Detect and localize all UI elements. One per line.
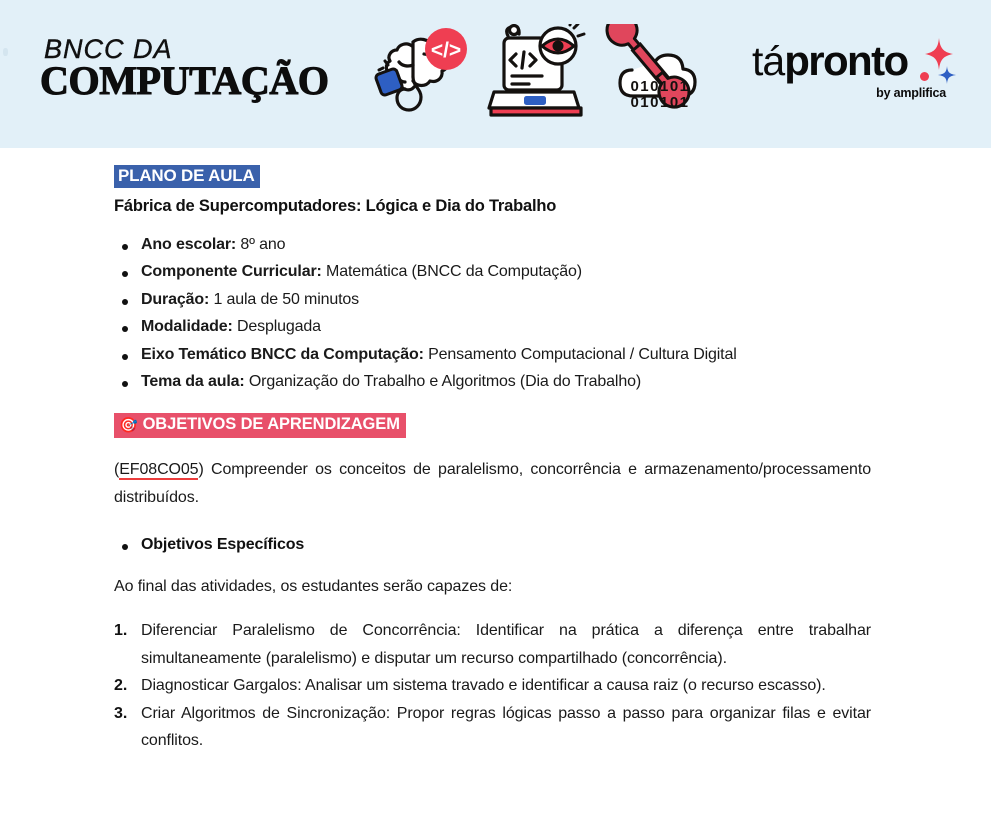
objetivos-badge-row (114, 413, 871, 438)
list-item (114, 263, 871, 281)
meta-value: Pensamento Computacional / Cultura Digital (423, 345, 737, 363)
sparkle-small-icon (938, 66, 956, 84)
binary-line-2: 010101 (630, 94, 690, 111)
meta-label: Ano escolar: (141, 235, 237, 253)
plano-de-aula-badge: PLANO DE AULA (114, 165, 260, 188)
objetivos-numbered-list (114, 617, 871, 755)
ta-pronto-tagline (876, 86, 946, 100)
skill-paren-close: ) (198, 461, 204, 479)
ta-pronto-word-light: tá (752, 38, 785, 84)
meta-label: Eixo Temático BNCC da Computação: (141, 345, 424, 363)
laptop-eye-icon (486, 24, 586, 125)
lesson-title: Fábrica de Supercomputadores: Lógica e Dia do Trabalho (114, 196, 557, 215)
meta-value: Matemática (BNCC da Computação) (321, 263, 582, 281)
meta-value: 8º ano (236, 235, 286, 253)
dart-target-icon: 🎯 (119, 417, 138, 435)
wrench-cloud-binary-icon (602, 24, 712, 125)
objetivos-de-aprendizagem-badge (114, 413, 406, 438)
meta-label: Modalidade: (141, 318, 233, 336)
meta-label: Componente Curricular: (141, 263, 322, 281)
ta-pronto-logo (752, 37, 962, 110)
ta-pronto-wordmark (752, 37, 908, 84)
list-item: Criar Algoritmos de Sincronização: Propor regras lógicas passo a passo para organizar filas e evitar conflitos. (141, 704, 871, 750)
list-item: Objetivos Específicos (114, 536, 871, 554)
bncc-logo-line2: COMPUTAÇÃO (40, 58, 329, 103)
bncc-skill-code: EF08CO05 (119, 461, 199, 479)
objetivos-badge-label: OBJETIVOS DE APRENDIZAGEM (142, 415, 400, 434)
bncc-logo-line1: BNCC DA (44, 34, 173, 64)
tagline-brand: amplifica (893, 86, 946, 100)
list-item (114, 236, 871, 254)
list-item: Diagnosticar Gargalos: Analisar um sistema travado e identificar a causa raiz (o recurso escasso). (141, 677, 826, 695)
document-body (0, 148, 991, 755)
ta-pronto-word-bold: pronto (784, 37, 908, 84)
meta-label: Duração: (141, 290, 210, 308)
lesson-meta-list (114, 236, 871, 392)
meta-value: 1 aula de 50 minutos (209, 290, 359, 308)
list-item (114, 291, 871, 309)
plano-de-aula-badge-row (114, 165, 871, 188)
meta-label: Tema da aula: (141, 373, 245, 391)
list-item (114, 318, 871, 336)
tagline-prefix: by (876, 86, 894, 100)
document-content (114, 165, 871, 755)
list-item (114, 346, 871, 364)
skill-description: Compreender os conceitos de paralelismo, concorrência e armazenamento/processamento distribuídos. (114, 461, 871, 506)
list-item (114, 373, 871, 391)
meta-value: Desplugada (232, 318, 321, 336)
bncc-skill-paragraph (114, 456, 871, 511)
skill-paren-open: ( (114, 461, 120, 479)
svg-text:</>: </> (430, 39, 462, 62)
meta-value: Organização do Trabalho e Algoritmos (Dia do Trabalho) (244, 373, 641, 391)
brain-code-icon (372, 24, 478, 125)
objetivos-intro-text: Ao final das atividades, os estudantes serão capazes de: (114, 578, 513, 596)
logo-dot-icon (920, 72, 929, 81)
bncc-computacao-logo (40, 36, 340, 101)
list-item: Diferenciar Paralelismo de Concorrência: Identificar na prática a diferença entre trabalhar simultaneamente (paralelismo) e disputar um recurso compartilhado (concorrência). (141, 622, 871, 667)
binary-line-1: 010101 (630, 78, 690, 95)
page-header-band (0, 0, 991, 148)
header-speck (3, 48, 8, 56)
objetivos-especificos-heading-list (114, 536, 871, 554)
header-inner (0, 0, 991, 148)
